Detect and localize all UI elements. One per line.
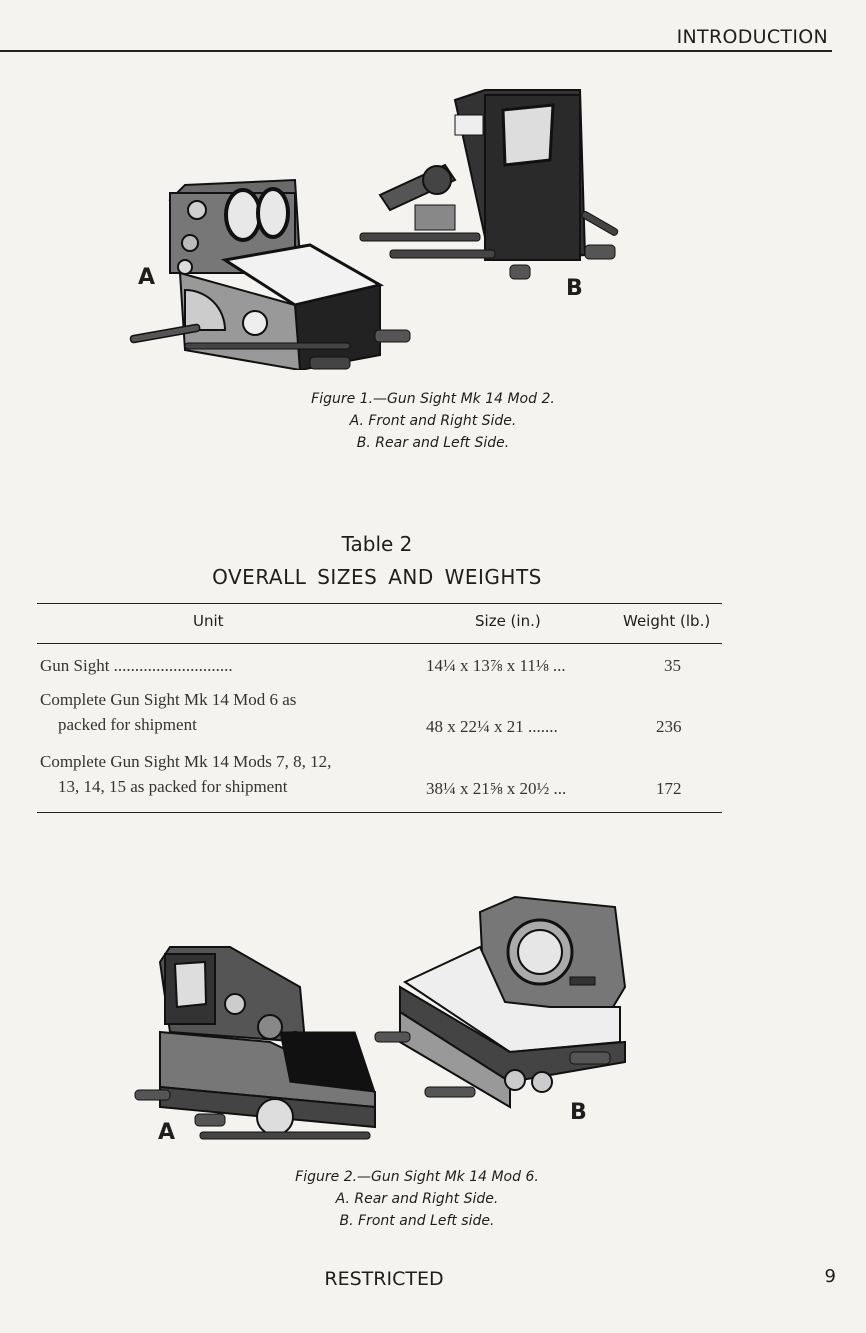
figure2-caption-b: B. Front and Left side. [339,1213,495,1229]
figure2-caption [0,1166,850,1232]
page-number: 9 [824,1266,836,1287]
figure1-unit-a [130,180,410,370]
figure2-unit-b [375,897,625,1107]
figure2-illustration [130,892,630,1157]
table-top-rule [37,603,722,604]
row-weight: 236 [656,717,682,736]
figure2-caption-title: Figure 2.—Gun Sight Mk 14 Mod 6. [295,1169,539,1185]
row-weight: 35 [664,656,681,675]
table-header-rule [37,643,722,644]
row-size: 48 x 22¼ x 21 ....... [426,717,558,736]
classification-footer: RESTRICTED [324,1268,444,1290]
running-header: INTRODUCTION [676,26,828,48]
figure2-label-b: B [570,1100,587,1125]
row-unit-continued: packed for shipment [58,715,197,734]
figure2-unit-a [135,947,375,1139]
figure1-caption-title: Figure 1.—Gun Sight Mk 14 Mod 2. [311,391,555,407]
figure1-caption-a: A. Front and Right Side. [349,413,517,429]
row-unit: Complete Gun Sight Mk 14 Mod 6 as [40,690,297,709]
row-unit-continued: 13, 14, 15 as packed for shipment [58,777,288,796]
figure2-caption-a: A. Rear and Right Side. [335,1191,499,1207]
row-unit: Complete Gun Sight Mk 14 Mods 7, 8, 12, [40,752,332,771]
row-weight: 172 [656,779,682,798]
column-header-size: Size (in.) [475,612,541,630]
column-header-unit: Unit [193,612,224,630]
column-header-weight: Weight (lb.) [623,612,711,630]
figure1-unit-b [360,90,619,279]
table-bottom-rule [37,812,722,813]
row-size: 14¼ x 13⅞ x 11⅛ ... [426,656,566,675]
figure1-illustration [125,85,625,370]
figure1-label-b: B [566,276,583,301]
figure1-caption [0,388,866,454]
row-size: 38¼ x 21⅝ x 20½ ... [426,779,567,798]
figure1-caption-b: B. Rear and Left Side. [356,435,510,451]
table-title: OVERALL SIZES AND WEIGHTS [212,565,542,589]
header-rule [0,50,832,52]
figure1-label-a: A [138,265,156,290]
figure2-label-a: A [158,1120,176,1145]
table-number: Table 2 [341,532,413,556]
row-unit: Gun Sight ............................ [40,656,233,675]
